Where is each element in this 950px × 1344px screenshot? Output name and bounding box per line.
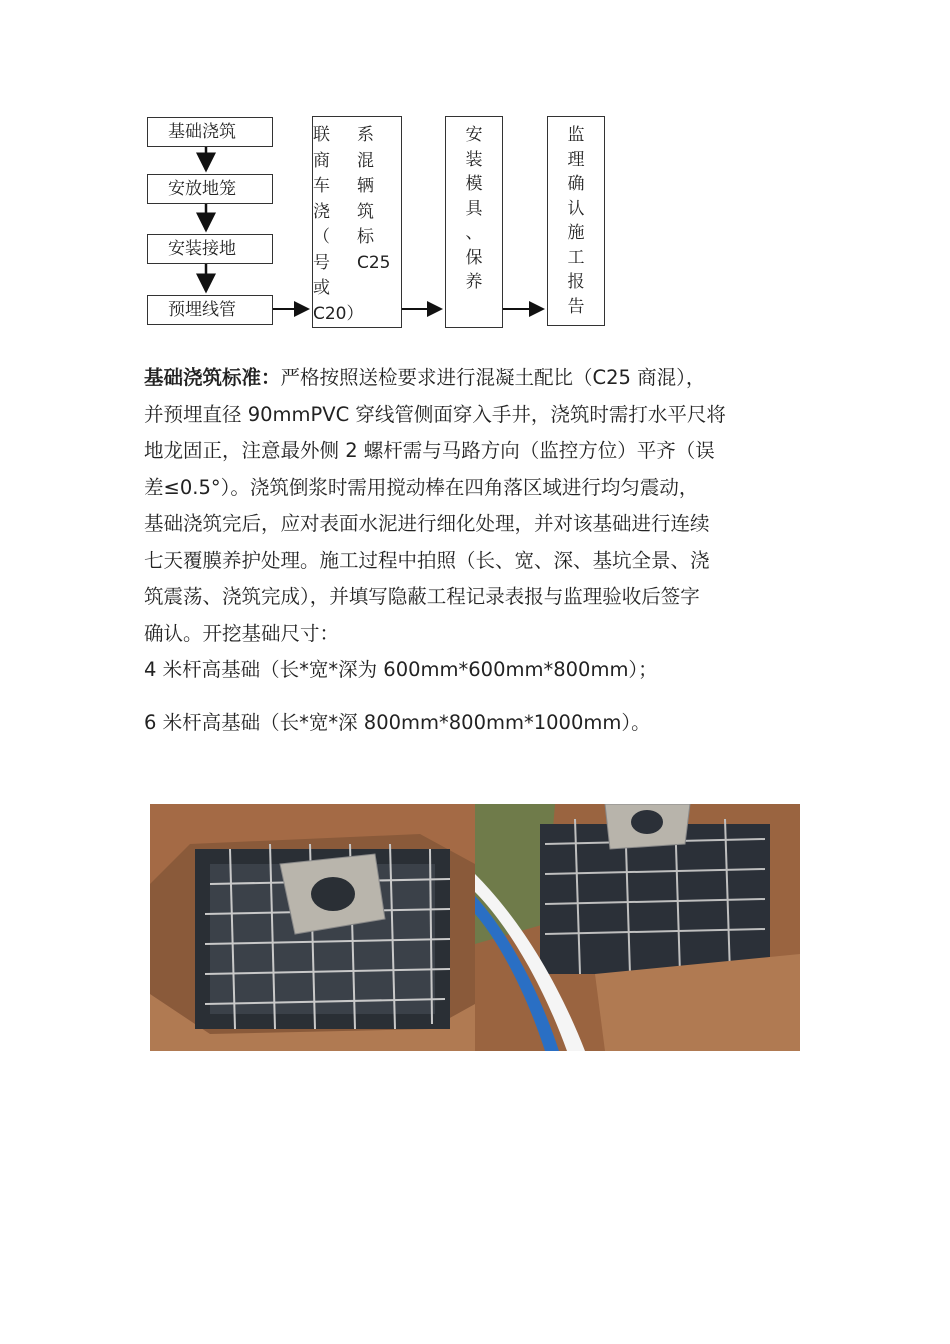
box2-char: 标	[357, 227, 374, 247]
text-line: 筑震荡、浇筑完成），并填写隐蔽工程记录表报与监理验收后签字	[144, 585, 700, 608]
text-line: 基础浇筑完后，应对表面水泥进行细化处理，并对该基础进行连续	[144, 512, 710, 535]
box2-char: 商	[313, 150, 330, 171]
box2-char: （	[313, 227, 330, 247]
text-line: 确认。开挖基础尺寸：	[144, 621, 340, 645]
text-line: 地龙固正，注意最外侧 2 螺杆需与马路方向（监控方位）平齐（误	[144, 439, 715, 462]
paragraph-line	[144, 360, 814, 397]
flow-step-install-ground: 安装接地	[147, 234, 273, 264]
flow-step-embed-conduit: 预埋线管	[147, 295, 273, 325]
photo-foundation-rebar-left	[150, 804, 475, 1051]
box4-char: 理	[567, 149, 585, 170]
box2-char: 车	[313, 176, 330, 196]
box3-char: 模	[465, 174, 483, 194]
box3-char: 安	[465, 125, 483, 145]
box4-char: 认	[567, 198, 585, 219]
box4-char: 施	[567, 223, 585, 243]
box2-char: 筑	[357, 201, 374, 222]
box3-char: 具	[465, 198, 483, 219]
box3-char: 养	[465, 272, 483, 292]
rebar-cage-photo-left	[150, 804, 475, 1051]
box4-char: 确	[567, 174, 585, 194]
flow-step-place-cage: 安放地笼	[147, 174, 273, 204]
construction-flowchart	[0, 0, 950, 340]
box3-char: 、	[465, 223, 483, 243]
text-line: 七天覆膜养护处理。施工过程中拍照（长、宽、深、基坑全景、浇	[144, 548, 710, 572]
flow-step-foundation-pour: 基础浇筑	[147, 117, 273, 147]
box2-char: 号	[313, 252, 330, 273]
text-line: 4 米杆高基础（长*宽*深为 600mm*600mm*800mm）；	[144, 658, 658, 681]
box2-char: 混	[357, 150, 374, 171]
box2-char: 浇	[313, 201, 330, 222]
rebar-cage-photo-right	[475, 804, 800, 1051]
box2-char: C25	[357, 252, 391, 273]
box4-char: 工	[567, 247, 585, 268]
section-heading: 基础浇筑标准：	[144, 366, 281, 389]
box3-char: 保	[465, 247, 483, 268]
photo-foundation-rebar-right	[475, 804, 800, 1051]
box4-char: 报	[567, 272, 585, 292]
text-line: 差≤0.5°）。浇筑倒浆时需用搅动棒在四角落区域进行均匀震动，	[144, 475, 699, 499]
box4-char: 监	[567, 125, 585, 145]
foundation-standard-text	[144, 360, 814, 741]
flowchart-arrows	[0, 0, 950, 340]
box3-char: 装	[465, 149, 483, 170]
box2-char: 辆	[357, 176, 374, 196]
text-line: 6 米杆高基础（长*宽*深 800mm*800mm*1000mm）。	[144, 710, 651, 734]
text-line: 严格按照送检要求进行混凝土配比（C25 商混），	[280, 366, 706, 389]
box4-char: 告	[567, 296, 585, 317]
box2-char: 或	[313, 278, 330, 298]
text-line: 并预埋直径 90mmPVC 穿线管侧面穿入手井，浇筑时需打水平尺将	[144, 402, 726, 426]
box2-char: 联	[313, 125, 330, 145]
box2-char: C20）	[313, 303, 364, 324]
box2-char: 系	[357, 125, 374, 145]
